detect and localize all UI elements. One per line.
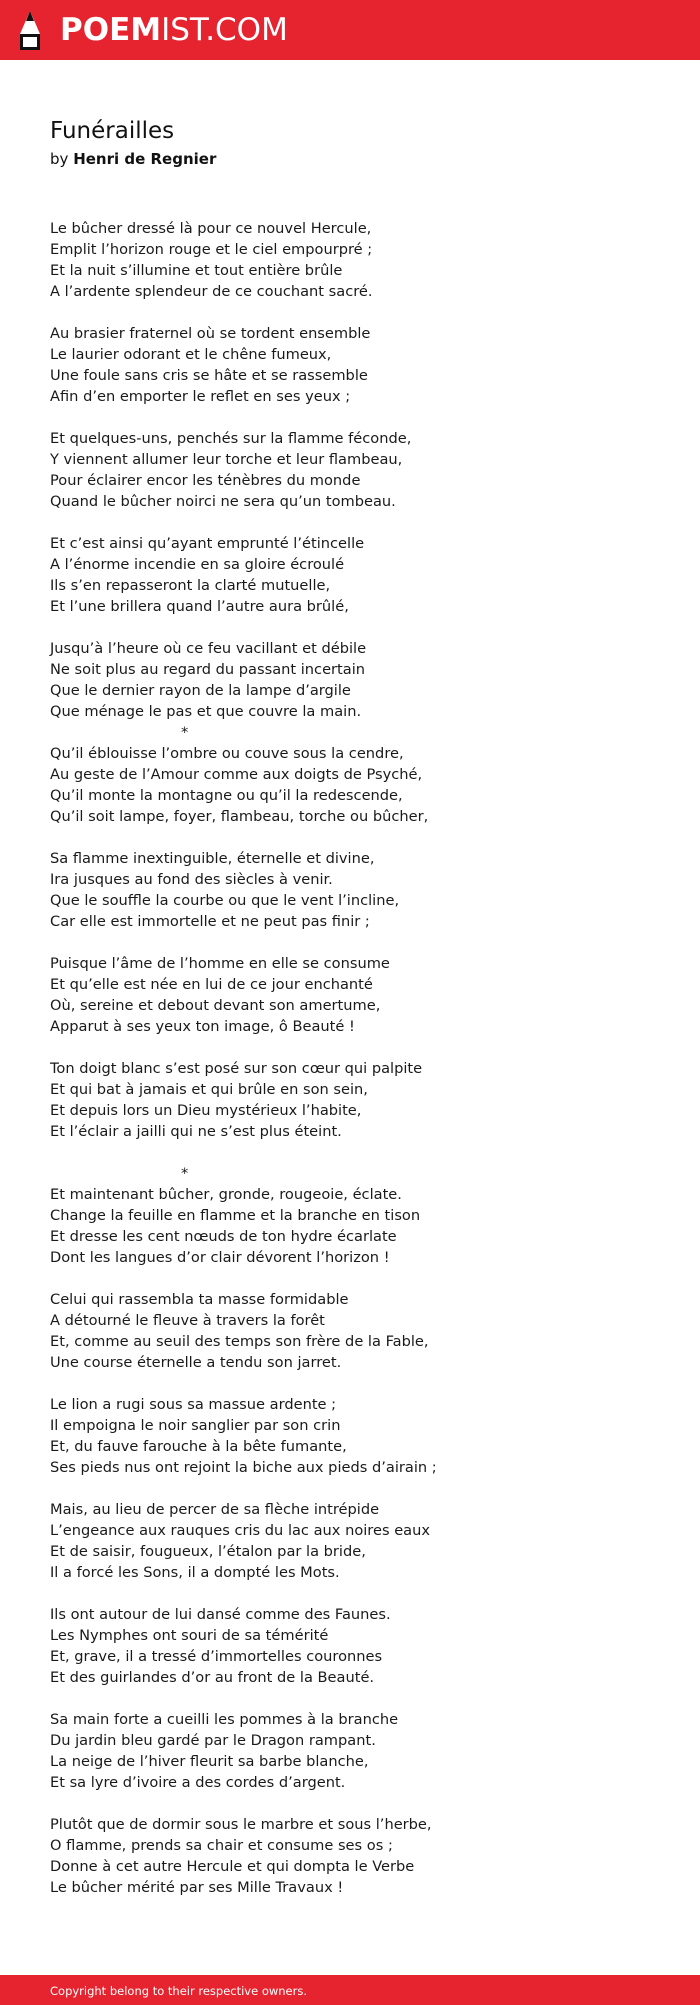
poem-line: Une course éternelle a tendu son jarret. <box>50 1354 342 1371</box>
site-footer <box>0 1975 700 2005</box>
poem-line: Le lion a rugi sous sa massue ardente ; <box>50 1396 337 1413</box>
byline-prefix: by <box>50 150 69 168</box>
poem-line: Car elle est immortelle et ne peut pas finir ; <box>50 913 370 930</box>
poem-line: Plutôt que de dormir sous le marbre et sous l’herbe, <box>50 1816 432 1833</box>
stanza-gap <box>50 827 650 848</box>
poem-line: Sa main forte a cueilli les pommes à la branche <box>50 1711 399 1728</box>
poem-line: Et, du fauve farouche à la bête fumante, <box>50 1438 347 1455</box>
poem-line: Jusqu’à l’heure où ce feu vacillant et débile <box>50 640 367 657</box>
stanza <box>50 953 650 1037</box>
poem-line: Et qui bat à jamais et qui brûle en son sein, <box>50 1081 368 1098</box>
stanza-gap <box>50 1142 650 1163</box>
stanza <box>50 1604 650 1688</box>
poem-line: Et des guirlandes d’or au front de la Beauté. <box>50 1669 375 1686</box>
stanza <box>50 848 650 932</box>
poem-line: Y viennent allumer leur torche et leur flambeau, <box>50 451 403 468</box>
poem-line: Et c’est ainsi qu’ayant emprunté l’étincelle <box>50 535 365 552</box>
poem-line: Quand le bûcher noirci ne sera qu’un tombeau. <box>50 493 396 510</box>
poem-line: Pour éclairer encor les ténèbres du monde <box>50 472 361 489</box>
stanza-gap <box>50 512 650 533</box>
stanza-gap <box>50 1688 650 1709</box>
poem-line: Donne à cet autre Hercule et qui dompta le Verbe <box>50 1858 415 1875</box>
poem-line: Afin d’en emporter le reflet en ses yeux ; <box>50 388 351 405</box>
poem-line: Ne soit plus au regard du passant incertain <box>50 661 366 678</box>
poem-line: Emplit l’horizon rouge et le ciel empourpré ; <box>50 241 373 258</box>
stanza <box>50 218 650 302</box>
poem-line: Et l’une brillera quand l’autre aura brûlé, <box>50 598 349 615</box>
poem-line: O flamme, prends sa chair et consume ses os ; <box>50 1837 393 1854</box>
stanza <box>50 1184 650 1268</box>
poem-line: Puisque l’âme de l’homme en elle se consume <box>50 955 390 972</box>
poem-line: Le bûcher dressé là pour ce nouvel Hercule, <box>50 220 372 237</box>
poem-line: Change la feuille en flamme et la branche en tison <box>50 1207 421 1224</box>
poem-line: A l’énorme incendie en sa gloire écroulé <box>50 556 345 573</box>
poem-line: A l’ardente splendeur de ce couchant sacré. <box>50 283 373 300</box>
author-name[interactable]: Henri de Regnier <box>73 150 217 168</box>
stanza <box>50 533 650 617</box>
poem-line: Où, sereine et debout devant son amertume, <box>50 997 381 1014</box>
logo-text-bold: POEM <box>60 12 162 48</box>
section-separator: * <box>181 724 189 741</box>
site-logo[interactable] <box>60 10 288 50</box>
poem-line: Ils s’en repasseront la clarté mutuelle, <box>50 577 331 594</box>
poem-line: L’engeance aux rauques cris du lac aux noires eaux <box>50 1522 431 1539</box>
stanza <box>50 743 650 827</box>
stanza <box>50 1289 650 1373</box>
stanza-gap <box>50 1793 650 1814</box>
byline <box>50 148 216 170</box>
poem-line: Les Nymphes ont souri de sa témérité <box>50 1627 329 1644</box>
stanza <box>50 428 650 512</box>
poem-line: Apparut à ses yeux ton image, ô Beauté ! <box>50 1018 355 1035</box>
stanza <box>50 323 650 407</box>
stanza-gap <box>50 617 650 638</box>
poem-line: La neige de l’hiver fleurit sa barbe blanche, <box>50 1753 369 1770</box>
poem-line: Une foule sans cris se hâte et se rassemble <box>50 367 368 384</box>
poem-body <box>50 218 650 1898</box>
poem-line: Que le souffle la courbe ou que le vent l’incline, <box>50 892 400 909</box>
copyright-text: Copyright belong to their respective owners. <box>50 1984 308 1998</box>
pencil-icon[interactable] <box>18 10 42 52</box>
stanza <box>50 1394 650 1478</box>
poem-line: Et l’éclair a jailli qui ne s’est plus éteint. <box>50 1123 342 1140</box>
poem-line: Le laurier odorant et le chêne fumeux, <box>50 346 332 363</box>
poem-line: Que ménage le pas et que couvre la main. <box>50 703 362 720</box>
poem-line: Et de saisir, fougueux, l’étalon par la bride, <box>50 1543 366 1560</box>
poem-title: Funérailles <box>50 118 175 144</box>
poem-line: Ses pieds nus ont rejoint la biche aux pieds d’airain ; <box>50 1459 437 1476</box>
section-separator: * <box>181 1165 189 1182</box>
poem-line: Ira jusques au fond des siècles à venir. <box>50 871 333 888</box>
poem-line: Qu’il monte la montagne ou qu’il la redescende, <box>50 787 403 804</box>
stanza <box>50 1814 650 1898</box>
poem-line: Et quelques-uns, penchés sur la flamme féconde, <box>50 430 412 447</box>
poem-line: Et dresse les cent nœuds de ton hydre écarlate <box>50 1228 397 1245</box>
stanza-gap <box>50 302 650 323</box>
poem-line: Il empoigna le noir sanglier par son crin <box>50 1417 341 1434</box>
stanza-gap <box>50 1373 650 1394</box>
poem-line: A détourné le fleuve à travers la forêt <box>50 1312 325 1329</box>
stanza <box>50 638 650 722</box>
poem-line: Et, grave, il a tressé d’immortelles couronnes <box>50 1648 383 1665</box>
logo-text-light: IST.COM <box>161 12 288 48</box>
poem-line: Que le dernier rayon de la lampe d’argile <box>50 682 351 699</box>
poem-line: Mais, au lieu de percer de sa flèche intrépide <box>50 1501 380 1518</box>
poem-line: Ton doigt blanc s’est posé sur son cœur qui palpite <box>50 1060 423 1077</box>
stanza <box>50 1709 650 1793</box>
poem-line: Du jardin bleu gardé par le Dragon rampant. <box>50 1732 376 1749</box>
poem-line: Et qu’elle est née en lui de ce jour enchanté <box>50 976 373 993</box>
stanza-gap <box>50 1268 650 1289</box>
stanza <box>50 1058 650 1142</box>
poem-line: Qu’il éblouisse l’ombre ou couve sous la cendre, <box>50 745 404 762</box>
poem-line: Le bûcher mérité par ses Mille Travaux ! <box>50 1879 344 1896</box>
stanza-gap <box>50 407 650 428</box>
poem-line: Au brasier fraternel où se tordent ensemble <box>50 325 371 342</box>
stanza-gap <box>50 1583 650 1604</box>
stanza-gap <box>50 1478 650 1499</box>
poem-line: Il a forcé les Sons, il a dompté les Mots. <box>50 1564 340 1581</box>
poem-line: Et maintenant bûcher, gronde, rougeoie, éclate. <box>50 1186 402 1203</box>
stanza <box>50 1499 650 1583</box>
stanza-gap <box>50 932 650 953</box>
poem-line: Au geste de l’Amour comme aux doigts de Psyché, <box>50 766 423 783</box>
site-header <box>0 0 700 60</box>
poem-line: Qu’il soit lampe, foyer, flambeau, torche ou bûcher, <box>50 808 429 825</box>
poem-line: Celui qui rassembla ta masse formidable <box>50 1291 349 1308</box>
poem-line: Et sa lyre d’ivoire a des cordes d’argent. <box>50 1774 346 1791</box>
poem-line: Sa flamme inextinguible, éternelle et divine, <box>50 850 375 867</box>
poem-line: Dont les langues d’or clair dévorent l’horizon ! <box>50 1249 390 1266</box>
poem-line: Ils ont autour de lui dansé comme des Faunes. <box>50 1606 391 1623</box>
poem-line: Et, comme au seuil des temps son frère de la Fable, <box>50 1333 429 1350</box>
poem-line: Et depuis lors un Dieu mystérieux l’habite, <box>50 1102 362 1119</box>
stanza-gap <box>50 1037 650 1058</box>
poem-line: Et la nuit s’illumine et tout entière brûle <box>50 262 343 279</box>
